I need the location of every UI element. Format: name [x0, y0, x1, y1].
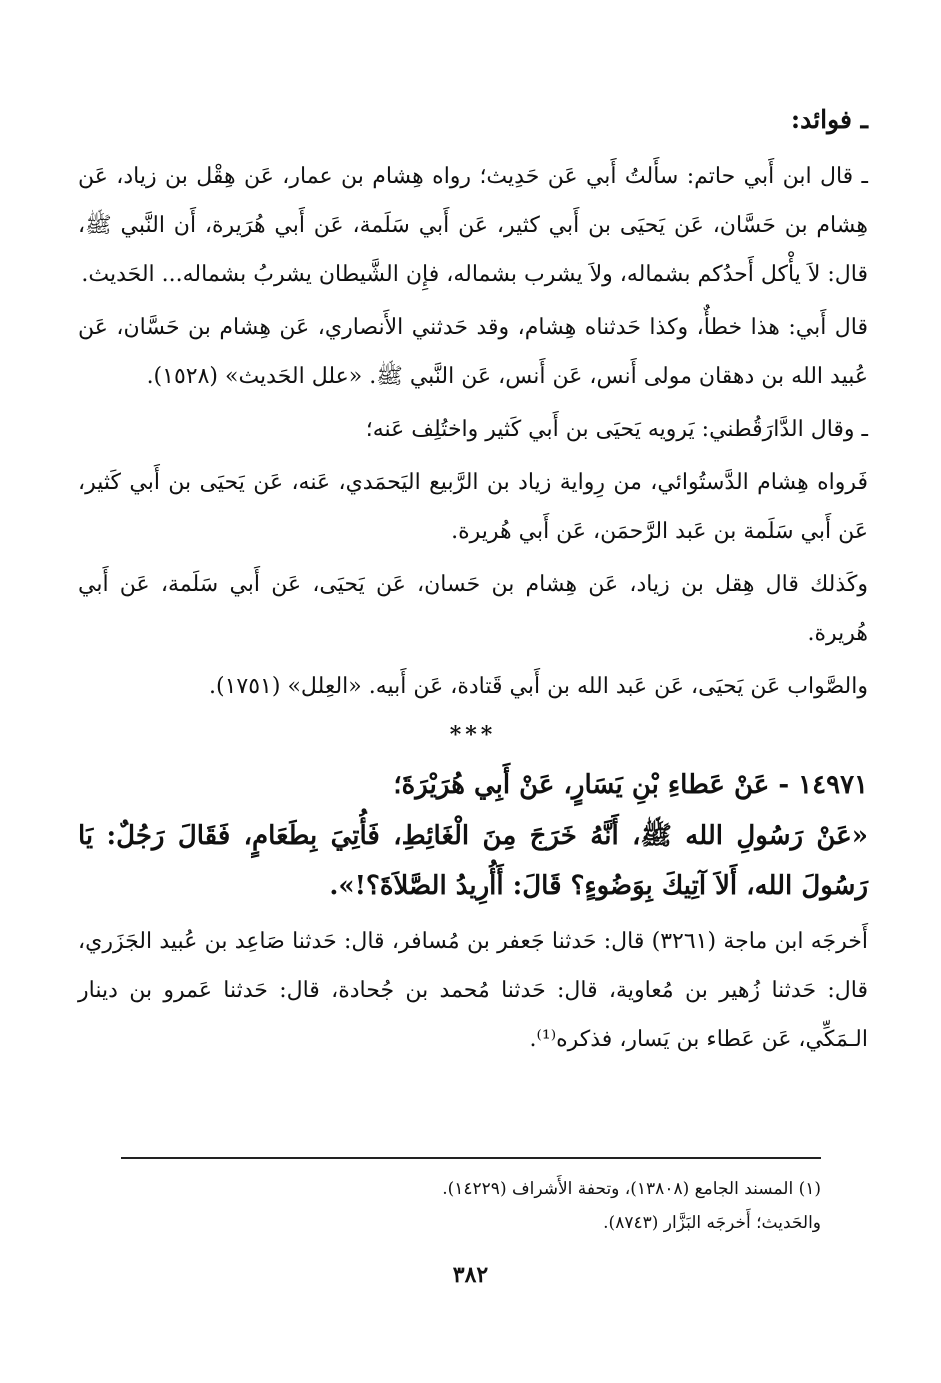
section-heading: ـ فوائد: [790, 105, 868, 134]
paragraph-hiql: وكَذلك قال هِقل بن زياد، عَن هِشام بن حَسان، عَن يَحيَى، عَن أَبي سَلَمة، عَن أَبي هُريرة. [78, 572, 868, 646]
paragraph-dastuwai: فَرواه هِشام الدَّستُوائي، من رِواية زياد بن الرَّبيع اليَحمَدي، عَنه، عَن يَحيَى بن أَبي كَثير، عَن أَبي سَلَمة بن عَبد الرَّحمَن، عَن أَبي هُريرة. [78, 470, 868, 544]
paragraph-ibn-abi-hatim: ـ قال ابن أَبي حاتم: سأَلتُ أَبي عَن حَدِيث؛ رواه هِشام بن عمار، عَن هِقْل بن زياد، عَن هِشام بن حَسَّان، عَن يَحيَى بن أَبي كثير، عَن أَبي سَلَمة، عَن أَبي هُرَيرة، أَن النَّبي ﷺ، قال: لاَ يأْكل أَحدُكم بشماله، ولاَ يشرب بشماله، فإِن الشَّيطان يشربُ بشماله... الحَديث. [78, 164, 868, 287]
page-body [78, 100, 868, 1068]
footnote-divider [121, 1157, 821, 1159]
paragraph-takhrij: أَخرجَه ابن ماجة (٣٢٦١) قال: حَدثنا جَعفر بن مُسافر، قال: حَدثنا صَاعِد بن عُبيد الجَزَري، قال: حَدثنا زُهير بن مُعاوية، قال: حَدثنا مُحمد بن جُحادة، قال: حَدثنا عَمرو بن دينار الـمَكِّي، عَن عَطاء بن يَسار، فذكره⁽¹⁾. [78, 929, 869, 1052]
hadith-number-chain: ١٤٩٧١ - عَنْ عَطاءِ بْنِ يَسَارٍ، عَنْ أَبِي هُرَيْرَةَ؛ [393, 770, 868, 800]
footnote-1: (١) المسند الجامع (١٣٨٠٨)، وتحفة الأَشراف (١٤٢٢٩). [442, 1179, 821, 1199]
page-number: ٣٨٢ [452, 1262, 489, 1288]
hadith-text: «عَنْ رَسُولِ الله ﷺ، أَنَّهُ خَرَجَ مِنَ الْغَائِطِ، فَأُتِيَ بِطَعَامٍ، فَقَالَ رَجُلٌ: يَا رَسُولَ الله، أَلاَ آتِيكَ بِوَضُوءٍ؟ قَالَ: أَأُرِيدُ الصَّلاَةَ؟!». [78, 821, 868, 901]
paragraph-abi-hatim-father: قال أَبي: هذا خطأٌ، وكذا حَدثناه هِشام، وقد حَدثني الأَنصاري، عَن هِشام بن حَسَّان، عَن عُبيد الله بن دهقان مولى أَنس، عَن أَنس، عَن النَّبي ﷺ. «علل الحَديث» (١٥٢٨). [78, 315, 868, 389]
section-divider-stars: *** [449, 722, 497, 748]
paragraph-sawab: والصَّواب عَن يَحيَى، عَن عَبد الله بن أَبي قَتادة، عَن أَبيه. «العِلل» (١٧٥١). [209, 674, 868, 699]
footnote-2: والحَديث؛ أَخرجَه البَزَّار (٨٧٤٣). [603, 1213, 821, 1233]
footnotes [121, 1172, 821, 1240]
paragraph-daraqutni: ـ وقال الدَّارَقُطني: يَرويه يَحيَى بن أَبي كَثير واختُلِف عَنه؛ [365, 417, 868, 442]
